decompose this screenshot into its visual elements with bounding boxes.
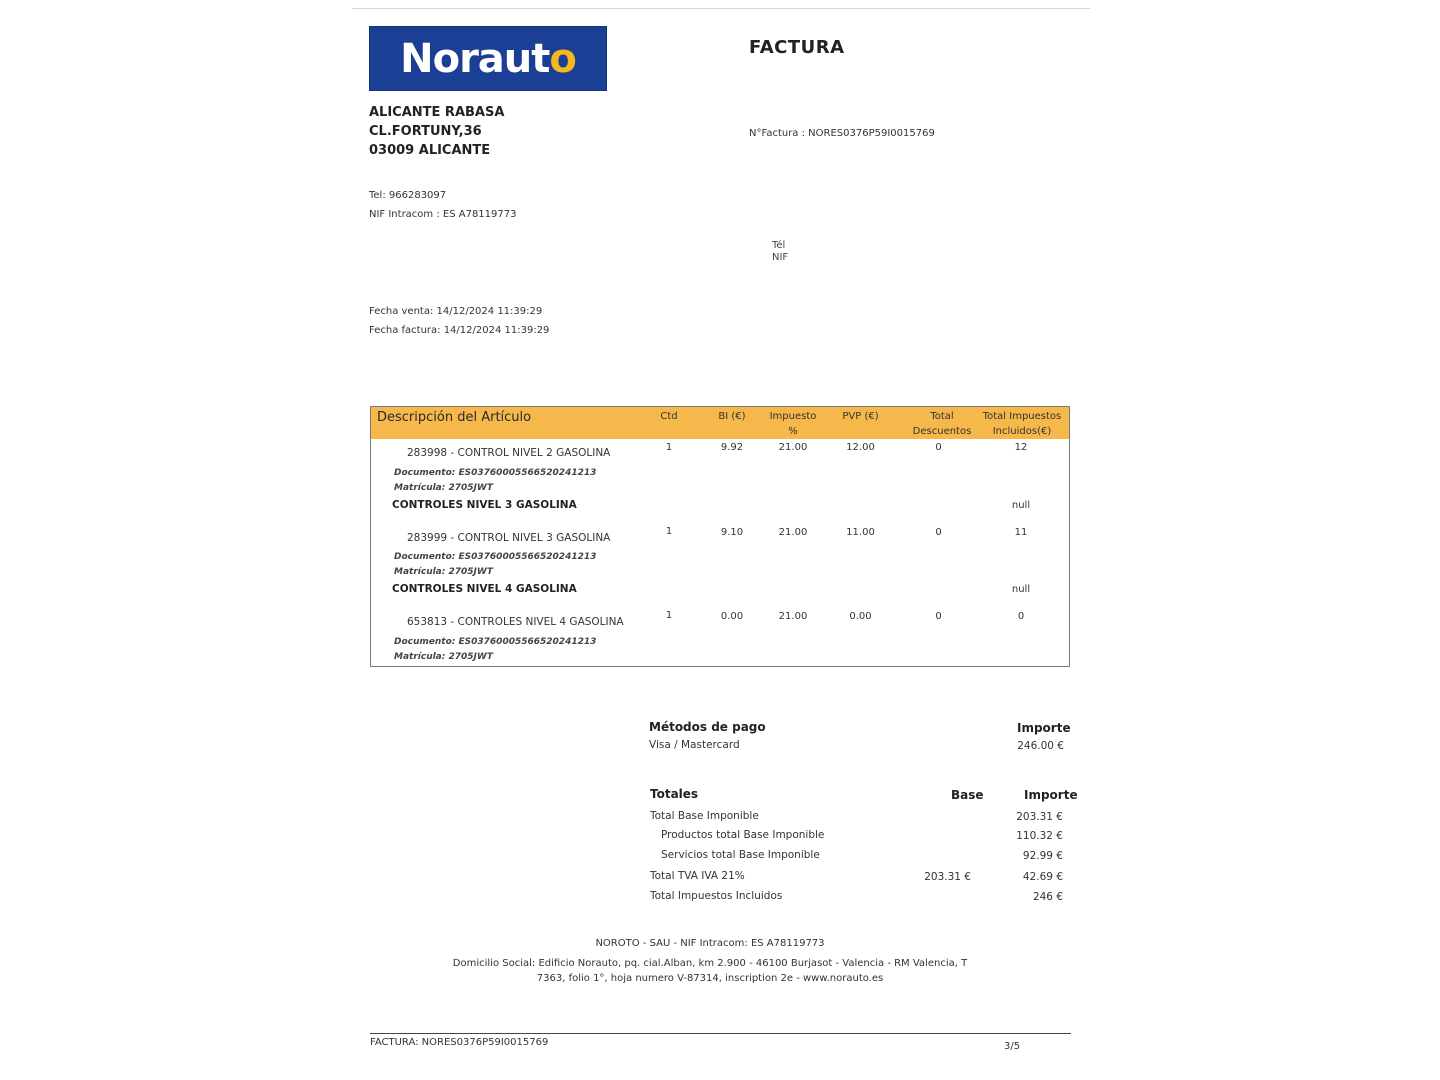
store-name: ALICANTE RABASA [369,105,505,120]
col-tax-line2: % [788,426,798,437]
totals-line-amount: 42.69 € [1022,871,1063,883]
table-row-discount: 0 [935,527,942,538]
table-row-bi: 0.00 [720,611,744,622]
totals-line-label: Productos total Base Imponible [661,829,825,841]
table-row-total: 12 [1014,442,1028,453]
col-tax [763,409,823,439]
col-total-line2: Incluidos(€) [992,426,1052,437]
bottom-rule [370,1033,1071,1034]
col-pvp: PVP (€) [842,411,879,422]
legal-address: Domicilio Social: Edificio Norauto, pq. cial.Alban, km 2.900 - 46100 Burjasot - Valencia - RM Valencia, T [452,958,968,969]
table-row-plate: Matrícula: 2705JWT [394,567,493,577]
table-row-total: 11 [1014,527,1028,538]
table-row-desc: 653813 - CONTROLES NIVEL 4 GASOLINA [407,616,624,628]
customer-nif-label: NIF [772,252,789,263]
table-row-pvp: 12.00 [846,442,875,453]
table-row-plate: Matrícula: 2705JWT [394,483,493,493]
totals-line-label: Servicios total Base Imponible [661,849,820,861]
table-row-pvp: 11.00 [846,527,875,538]
sale-date: Fecha venta: 14/12/2024 11:39:29 [369,306,543,317]
table-row-discount: 0 [935,442,942,453]
col-description: Descripción del Artículo [377,410,532,425]
store-phone: Tel: 966283097 [369,190,447,201]
totals-line-amount: 203.31 € [1016,811,1063,823]
table-group-label: CONTROLES NIVEL 3 GASOLINA [392,499,577,511]
table-group-label: CONTROLES NIVEL 4 GASOLINA [392,583,577,595]
payment-amount-header: Importe [1017,721,1071,735]
items-table [370,406,1070,667]
top-rule [352,8,1090,9]
table-row-plate: Matrícula: 2705JWT [394,652,493,662]
table-row-discount: 0 [935,611,942,622]
page-number: 3/5 [1004,1041,1021,1052]
col-quantity: Ctd [660,411,678,422]
totals-line-amount: 92.99 € [1022,850,1063,862]
logo-accent-letter: o [549,35,576,82]
table-row-document: Documento: ES0376000556652024121​3 [394,552,597,562]
totals-line-label: Total TVA IVA 21% [650,870,745,882]
col-total [978,409,1066,439]
totals-line-label: Total Impuestos Incluidos [650,890,783,902]
table-row-pvp: 0.00 [849,611,872,622]
totals-base-header: Base [951,788,984,802]
col-discounts-line1: Total [930,411,954,422]
table-row-document: Documento: ES037600055665202412​13 [394,468,597,478]
page-footer-invoice: FACTURA: NORES0376P59I0015769 [370,1037,549,1048]
document-title: FACTURA [749,37,845,58]
payment-header: Métodos de pago [649,720,766,734]
invoice-date: Fecha factura: 14/12/2024 11:39:29 [369,325,550,336]
table-row-desc: 283999 - CONTROL NIVEL 3 GASOLINA [407,532,611,544]
customer-tel-label: Tél [772,240,786,251]
norauto-logo [369,26,607,91]
col-total-line1: Total Impuestos [982,411,1062,422]
col-discounts [911,409,973,439]
store-nif: NIF Intracom : ES A78119773 [369,209,517,220]
totals-line-label: Total Base Imponible [650,810,759,822]
invoice-number: N°Factura : NORES0376P59I0015769 [749,128,935,139]
totals-line-amount: 110.32 € [1016,830,1063,842]
totals-amount-header: Importe [1024,788,1078,802]
col-discounts-line2: Descuentos [912,426,972,437]
table-row-bi: 9.10 [720,527,744,538]
col-tax-line1: Impuesto [769,411,817,422]
payment-method: Visa / Mastercard [649,739,740,751]
table-row-qty: 1 [665,610,673,621]
table-row-document: Documento: ES0376000556652024121​3 [394,637,597,647]
totals-line-base: 203.31 € [924,871,971,883]
store-street: CL.FORTUNY,36 [369,124,482,139]
legal-company: NOROTO - SAU - NIF Intracom: ES A78119773 [595,938,825,949]
table-row-tax: 21.00 [778,611,808,622]
table-group-total: null [1011,500,1031,511]
table-row-tax: 21.00 [778,527,808,538]
payment-amount: 246.00 € [1017,740,1064,752]
store-city: 03009 ALICANTE [369,143,491,158]
totals-line-amount: 246 € [1032,891,1063,903]
logo-text: Noraut [400,35,550,82]
table-row-desc: 283998 - CONTROL NIVEL 2 GASOLINA [407,447,611,459]
legal-registry: 7363, folio 1°, hoja numero V-87314, inscription 2e - www.norauto.es [536,973,884,984]
table-row-bi: 9.92 [720,442,744,453]
totals-header: Totales [650,787,699,801]
table-group-total: null [1011,584,1031,595]
table-header [371,407,1069,439]
table-row-qty: 1 [665,526,673,537]
table-row-qty: 1 [665,442,673,453]
table-row-total: 0 [1017,611,1025,622]
table-row-tax: 21.00 [778,442,808,453]
col-bi: BI (€) [718,411,746,422]
